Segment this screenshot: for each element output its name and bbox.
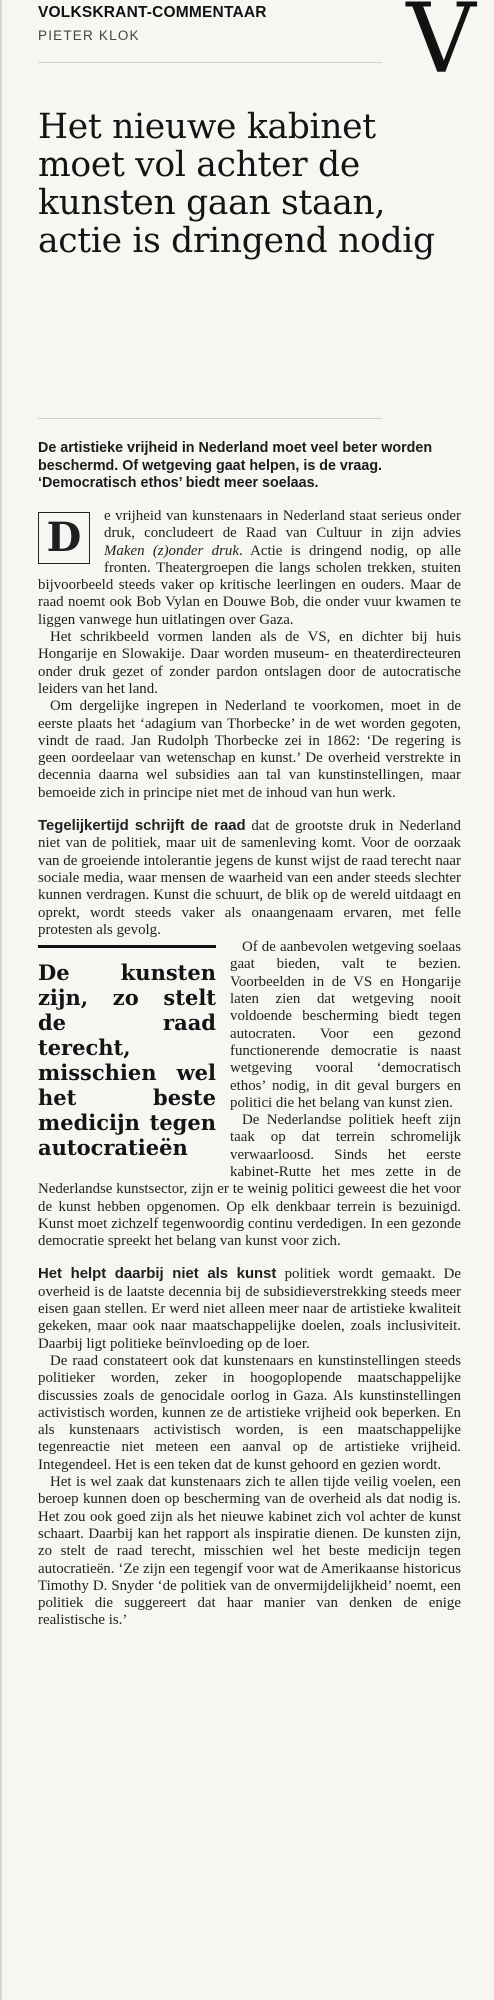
paragraph: De kunsten zijn, zo stelt de raad terecht, misschien wel het beste medicijn tegen autocratieën Of de aanbevolen wetgeving soelaas gaat bieden, valt te bezien. Voorbeelden in de VS en Hongarije laten zien dat wetgeving nooit voldoende bescherming biedt tegen autocraten. Voor een gezond functionerende democratie is naast wetgeving vooral ‘democratisch ethos’ nodig, in dit geval burgers en politici die het belang van kunst zien.: [38, 939, 461, 1161]
author-name: PIETER KLOK: [38, 28, 140, 43]
header-rule-top: [38, 62, 382, 63]
paragraph: De Nederlandse politiek heeft zijn taak op dat terrein schromelijk verwaarloosd. Sinds het eerste kabinet-Rutte het mes zette in de Nederlandse kunstsector, zijn er te weinig politici geweest die het voor de kunst hebben opgenomen. Op elk denkbaar terrein is bezuinigd. Kunst moet zichzelf tegenwoordig continu verdedigen. In een gezonde democratie spreekt het belang van kunst voor zich.: [38, 1112, 461, 1250]
article-lead: De artistieke vrijheid in Nederland moet veel beter worden beschermd. Of wetgeving gaat helpen, is de vraag. ‘Democratisch ethos’ biedt meer soelaas.: [38, 440, 433, 492]
newspaper-logo: V: [406, 0, 476, 95]
section-runin: Het helpt daarbij niet als kunst: [38, 1266, 277, 1283]
paragraph: Het schrikbeeld vormen landen als de VS, en dichter bij huis Hongarije en Slowakije. Daar worden museum- en theaterdirecteuren onder druk gezet of zonder pardon ontslagen door de autocratische leiders van het land.: [38, 629, 461, 697]
article-headline: Het nieuwe kabinet moet vol achter de kunsten gaan staan, actie is dringend nodig: [38, 107, 435, 261]
paragraph: D e vrijheid van kunstenaars in Nederland staat serieus onder druk, concludeert de Raad van Cultuur in zijn advies Maken (z)onder druk. Actie is dringend nodig, op alle fronten. Theatergroepen die langs scholen trekken, stuiten bijvoorbeeld steeds vaker op kritische leerlingen en ouders. Maar de raad noemt ook Bob Vylan en Douwe Bob, die onder vuur kwamen te liggen vanwege hun uitlatingen over Gaza.: [38, 508, 461, 628]
section-kicker: VOLKSKRANT-COMMENTAAR: [38, 4, 267, 21]
paragraph: Het helpt daarbij niet als kunst politiek wordt gemaakt. De overheid is de laatste decennia bij de subsidieverstrekking steeds meer eisen gaan stellen. Er werd niet alleen meer naar de artistieke kwaliteit gekeken, maar ook naar maatschappelijke doelen, zoals inclusiviteit. Daarbij ligt politieke beïnvloeding op de loer.: [38, 1266, 461, 1352]
paragraph: Tegelijkertijd schrijft de raad dat de grootste druk in Nederland niet van de politiek, maar uit de samenleving komt. Voor de oorzaak van de groeiende intolerantie jegens de kunst wijst de raad terecht naar sociale media, waar mensen de waarheid van een ander steeds slechter kunnen verdragen. Kunst die schuurt, de blik op de wereld uitdaagt en oprekt, wordt steeds vaker als onaangenaam ervaren, met felle protesten als gevolg.: [38, 818, 461, 938]
headline-rule: [38, 418, 382, 419]
section-runin: Tegelijkertijd schrijft de raad: [38, 818, 246, 835]
paragraph: Het is wel zaak dat kunstenaars zich te allen tijde veilig voelen, een beroep kunnen doen op bescherming van de overheid als dat nodig is. Het zou ook goed zijn als het nieuwe kabinet zich vol achter de kunst schaart. Daarbij kan het rapport als inspiratie dienen. De kunsten zijn, zo stelt de raad terecht, misschien wel het beste medicijn tegen autocratieën. ‘Ze zijn een tegengif voor wat de Amerikaanse historicus Timothy D. Snyder ‘de politiek van de onvermijdelijkheid’ noemt, een politiek die suggereert dat haar manier van denken de enige realistische is.’: [38, 1474, 461, 1629]
drop-cap: D: [38, 512, 90, 564]
paragraph: Om dergelijke ingrepen in Nederland te voorkomen, moet in de eerste plaats het ‘adagium van Thorbecke’ in de wet worden gegoten, vindt de raad. Jan Rudolph Thorbecke zei in 1862: ‘De regering is geen oordeelaar van wetenschap en kunst.’ De overheid verstrekte in decennia daarna wel subsidies aan tal van kunstinstellingen, maar bemoeide zich in principe niet met de inhoud van hun werk.: [38, 698, 461, 801]
article-body: [38, 508, 461, 1630]
pull-quote: De kunsten zijn, zo stelt de raad terecht, misschien wel het beste medicijn tegen autocratieën: [38, 945, 216, 1160]
paragraph: De raad constateert ook dat kunstenaars en kunstinstellingen steeds politieker worden, zeker in hoogoplopende maatschappelijke discussies zoals de genocidale oorlog in Gaza. Als kunstinstellingen activistisch worden, kunnen ze de artistieke vrijheid ook beperken. En als kunstenaars activistisch worden, is een maatschappelijke tegenreactie niet meteen een aanval op de artistieke vrijheid. Integendeel. Het is een teken dat de kunst gehoord en gezien wordt.: [38, 1352, 461, 1473]
report-title: Maken (z)onder druk: [104, 542, 239, 559]
